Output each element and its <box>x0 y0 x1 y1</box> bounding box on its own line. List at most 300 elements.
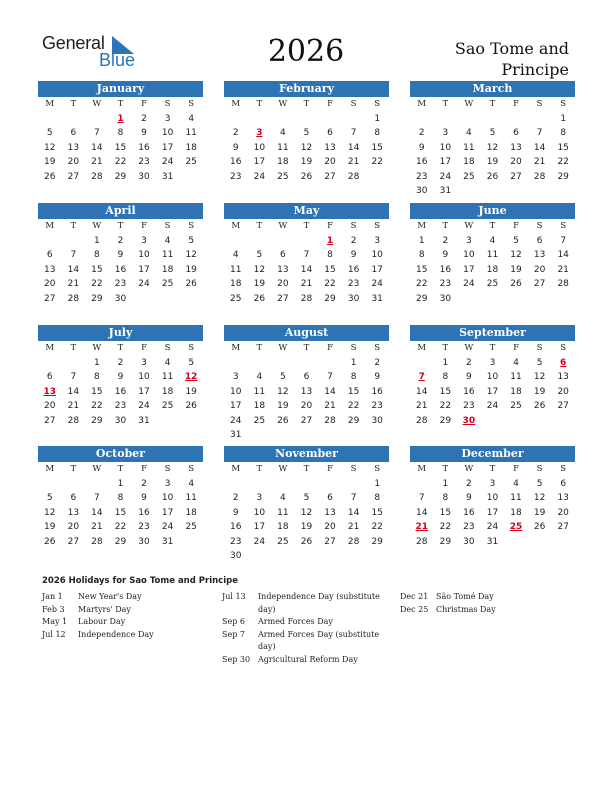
day-cell: 30 <box>114 415 127 426</box>
weekday-header: S <box>536 221 543 232</box>
empty-day-cell <box>295 477 319 492</box>
day-cell: 9 <box>350 250 357 261</box>
day-cell: 12 <box>510 250 522 261</box>
day-cell: 31 <box>161 171 174 182</box>
day-cell: 7 <box>350 493 357 504</box>
day-cell: 8 <box>418 250 425 261</box>
day-cell: 15 <box>324 264 336 275</box>
day-cell: 4 <box>164 235 171 246</box>
day-cell: 10 <box>439 142 452 153</box>
day-cell: 2 <box>232 128 239 139</box>
day-cell: 4 <box>164 357 171 368</box>
day-cell: 20 <box>67 522 80 533</box>
day-cell: 19 <box>185 264 197 275</box>
empty-day-cell <box>504 184 528 199</box>
day-cell: 11 <box>161 250 174 261</box>
day-cell: 9 <box>374 372 381 383</box>
day-cell: 2 <box>418 128 425 139</box>
holiday-item <box>42 616 212 629</box>
weekday-header: T <box>303 221 310 232</box>
day-cell: 20 <box>277 279 289 290</box>
day-cell: 24 <box>486 401 499 412</box>
month-title: August <box>224 325 389 341</box>
day-cell: 24 <box>230 415 242 426</box>
empty-day-cell <box>271 112 295 127</box>
empty-day-cell <box>38 477 62 492</box>
empty-day-cell <box>271 477 295 492</box>
day-cell: 29 <box>439 536 452 547</box>
empty-day-cell <box>38 356 62 371</box>
month-september <box>410 325 575 428</box>
day-cell: 8 <box>94 372 100 383</box>
empty-day-cell <box>295 356 319 371</box>
country-name: Sao Tome and Principe <box>454 39 569 79</box>
day-cell: 2 <box>466 357 472 368</box>
month-february <box>224 81 389 184</box>
empty-day-cell <box>551 292 575 307</box>
day-cell: 2 <box>232 493 239 504</box>
day-cell: 16 <box>439 264 452 275</box>
day-cell: 16 <box>114 264 127 275</box>
day-cell: 21 <box>91 522 103 533</box>
day-cell: 31 <box>371 293 383 304</box>
empty-day-cell <box>318 477 342 492</box>
day-cell: 28 <box>416 536 428 547</box>
empty-day-cell <box>434 112 458 127</box>
weekday-header: S <box>188 464 195 475</box>
empty-day-cell <box>62 477 86 492</box>
day-cell: 27 <box>557 522 569 533</box>
holiday-item <box>400 604 570 617</box>
holiday-list <box>42 576 582 664</box>
day-cell: 17 <box>138 264 150 275</box>
day-cell: 26 <box>44 536 56 547</box>
holiday-column-1 <box>42 591 212 641</box>
day-cell: 27 <box>324 171 336 182</box>
day-cell: 28 <box>533 171 546 182</box>
day-cell: 17 <box>486 507 499 518</box>
empty-day-cell <box>457 112 481 127</box>
day-cell: 20 <box>533 264 546 275</box>
day-cell: 23 <box>347 279 360 290</box>
empty-day-cell <box>62 112 86 127</box>
logo-text-blue: Blue <box>99 50 136 70</box>
weekday-header: F <box>141 99 147 110</box>
day-cell: 15 <box>91 386 103 397</box>
day-cell: 22 <box>439 401 452 412</box>
day-cell: 18 <box>277 157 289 168</box>
day-cell: 6 <box>327 493 333 504</box>
day-cell: 26 <box>300 171 313 182</box>
holiday-list-title: 2026 Holidays for Sao Tome and Principe <box>42 576 238 586</box>
day-cell: 17 <box>253 522 266 533</box>
empty-day-cell <box>224 112 248 127</box>
day-cell: 11 <box>185 493 197 504</box>
day-cell: 6 <box>536 235 543 246</box>
day-cell: 13 <box>67 142 80 153</box>
day-cell: 15 <box>91 264 103 275</box>
day-cell: 9 <box>442 250 449 261</box>
day-cell: 24 <box>161 157 174 168</box>
day-cell: 15 <box>371 507 383 518</box>
day-cell: 16 <box>463 386 475 397</box>
weekday-header: M <box>45 221 55 232</box>
empty-day-cell <box>457 184 481 199</box>
day-cell: 17 <box>161 507 174 518</box>
day-cell: 19 <box>44 157 56 168</box>
weekday-header: T <box>256 343 263 354</box>
day-cell: 3 <box>374 235 381 246</box>
day-cell: 9 <box>418 142 425 153</box>
day-cell: 17 <box>230 401 242 412</box>
empty-day-cell <box>179 292 203 307</box>
day-cell: 7 <box>94 128 100 139</box>
holiday-date: Dec 25 <box>400 604 429 614</box>
day-cell: 28 <box>557 279 569 290</box>
day-cell: 16 <box>138 142 150 153</box>
day-cell: 20 <box>557 507 569 518</box>
day-cell: 18 <box>161 264 174 275</box>
day-cell: 13 <box>324 507 336 518</box>
weekday-header: F <box>513 464 519 475</box>
day-cell: 6 <box>280 250 286 261</box>
weekday-header: T <box>117 464 124 475</box>
day-cell: 2 <box>442 235 449 246</box>
day-cell: 12 <box>44 142 56 153</box>
day-cell: 17 <box>486 386 499 397</box>
weekday-header: T <box>442 464 449 475</box>
day-cell: 10 <box>463 250 475 261</box>
day-cell: 22 <box>557 157 569 168</box>
empty-day-cell <box>318 356 342 371</box>
empty-day-cell <box>248 234 272 249</box>
weekday-header: M <box>231 99 241 110</box>
day-cell: 28 <box>347 171 360 182</box>
day-cell: 31 <box>439 186 452 197</box>
day-cell: 14 <box>347 142 360 153</box>
holiday-name: New Year's Day <box>78 592 142 601</box>
month-june <box>410 203 575 306</box>
day-cell: 14 <box>91 507 103 518</box>
day-cell: 24 <box>253 171 266 182</box>
holiday-date: Jul 13 <box>222 592 246 601</box>
empty-day-cell <box>248 112 272 127</box>
day-cell: 16 <box>463 507 475 518</box>
holiday-item <box>222 629 387 654</box>
empty-day-cell <box>410 477 434 492</box>
weekday-header: T <box>442 343 449 354</box>
day-cell: 23 <box>230 536 242 547</box>
day-cell: 28 <box>416 415 428 426</box>
day-cell: 14 <box>416 507 428 518</box>
day-cell: 18 <box>277 522 289 533</box>
weekday-header: S <box>374 464 381 475</box>
day-cell: 16 <box>230 522 242 533</box>
holiday-date: May 1 <box>42 617 68 626</box>
weekday-header: S <box>188 343 195 354</box>
day-cell: 10 <box>230 386 242 397</box>
day-cell: 4 <box>466 128 472 139</box>
empty-day-cell <box>365 170 389 185</box>
weekday-header: S <box>374 343 381 354</box>
day-cell: 3 <box>489 357 496 368</box>
weekday-header: S <box>164 464 171 475</box>
day-cell: 5 <box>303 493 310 504</box>
weekday-header: W <box>92 221 102 232</box>
day-cell: 6 <box>560 478 567 489</box>
day-cell: 1 <box>374 478 381 489</box>
month-april <box>38 203 203 306</box>
empty-day-cell <box>410 112 434 127</box>
holiday-date: Jul 12 <box>42 629 66 639</box>
day-cell: 18 <box>510 507 522 518</box>
day-cell: 14 <box>347 507 360 518</box>
day-cell: 5 <box>188 357 195 368</box>
holiday-item <box>222 591 387 616</box>
day-cell: 19 <box>533 386 546 397</box>
day-cell: 1 <box>94 235 100 246</box>
weekday-header: F <box>141 221 147 232</box>
holiday-date: Feb 3 <box>42 604 65 614</box>
day-cell: 14 <box>557 250 569 261</box>
day-cell: 23 <box>439 279 452 290</box>
holiday-date: Jan 1 <box>42 592 63 601</box>
day-cell: 10 <box>371 250 383 261</box>
day-cell: 26 <box>253 293 266 304</box>
empty-day-cell <box>295 112 319 127</box>
weekday-header: T <box>117 343 124 354</box>
day-cell: 29 <box>439 415 452 426</box>
day-cell: 19 <box>300 522 313 533</box>
empty-day-cell <box>224 234 248 249</box>
day-cell: 29 <box>324 293 336 304</box>
day-cell: 7 <box>536 128 543 139</box>
day-cell: 18 <box>253 401 266 412</box>
day-cell: 25 <box>161 401 174 412</box>
day-cell: 29 <box>347 415 360 426</box>
day-cell: 11 <box>161 372 174 383</box>
day-cell: 3 <box>232 372 239 383</box>
empty-day-cell <box>318 549 342 564</box>
day-cell: 23 <box>416 171 428 182</box>
day-cell: 13 <box>510 142 522 153</box>
day-cell: 24 <box>486 522 499 533</box>
empty-day-cell <box>551 535 575 550</box>
day-cell: 19 <box>533 507 546 518</box>
day-cell: 21 <box>416 401 428 412</box>
day-cell: 18 <box>185 142 197 153</box>
day-cell: 13 <box>324 142 336 153</box>
empty-day-cell <box>224 356 248 371</box>
day-cell: 8 <box>327 250 333 261</box>
empty-day-cell <box>342 112 366 127</box>
holiday-name: Martyrs' Day <box>78 604 131 614</box>
weekday-header: T <box>256 99 263 110</box>
day-cell: 5 <box>536 478 543 489</box>
empty-day-cell <box>528 414 552 429</box>
holiday-date: Sep 7 <box>222 629 245 639</box>
day-cell: 30 <box>439 293 452 304</box>
weekday-header: W <box>464 343 474 354</box>
empty-day-cell <box>318 112 342 127</box>
weekday-header: T <box>303 99 310 110</box>
weekday-header: S <box>350 99 357 110</box>
weekday-header: T <box>489 343 496 354</box>
month-january <box>38 81 203 184</box>
empty-day-cell <box>528 112 552 127</box>
day-cell: 20 <box>44 401 56 412</box>
day-cell: 27 <box>533 279 546 290</box>
day-cell: 10 <box>253 507 266 518</box>
day-cell: 12 <box>253 264 266 275</box>
weekday-header: W <box>464 99 474 110</box>
empty-day-cell <box>342 428 366 443</box>
weekday-header: F <box>327 464 333 475</box>
holiday-day-cell: 3 <box>256 128 263 139</box>
day-cell: 4 <box>513 478 519 489</box>
holiday-day-cell: 21 <box>415 522 429 533</box>
holiday-column-3 <box>400 591 570 616</box>
day-cell: 31 <box>230 430 242 441</box>
day-cell: 18 <box>161 386 174 397</box>
holiday-item <box>222 616 387 629</box>
day-cell: 15 <box>347 386 360 397</box>
holiday-day-cell: 1 <box>117 113 124 124</box>
day-cell: 17 <box>253 157 266 168</box>
holiday-day-cell: 25 <box>509 522 523 533</box>
day-cell: 20 <box>557 386 569 397</box>
day-cell: 25 <box>185 522 197 533</box>
day-cell: 23 <box>371 401 383 412</box>
weekday-header: S <box>350 221 357 232</box>
day-cell: 9 <box>117 250 124 261</box>
day-cell: 28 <box>67 415 80 426</box>
holiday-day-cell: 7 <box>418 372 425 383</box>
day-cell: 13 <box>557 493 569 504</box>
holiday-name: Christmas Day <box>436 604 496 614</box>
empty-day-cell <box>504 292 528 307</box>
day-cell: 29 <box>416 293 428 304</box>
day-cell: 21 <box>347 157 360 168</box>
day-cell: 12 <box>277 386 289 397</box>
day-cell: 10 <box>161 493 174 504</box>
day-cell: 6 <box>70 128 77 139</box>
empty-day-cell <box>179 535 203 550</box>
weekday-header: W <box>278 343 288 354</box>
day-cell: 25 <box>253 415 266 426</box>
empty-day-cell <box>248 428 272 443</box>
day-cell: 27 <box>324 536 336 547</box>
day-cell: 8 <box>374 493 381 504</box>
day-cell: 12 <box>533 493 546 504</box>
empty-day-cell <box>248 549 272 564</box>
day-cell: 7 <box>327 372 333 383</box>
day-cell: 5 <box>280 372 286 383</box>
day-cell: 12 <box>185 250 197 261</box>
day-cell: 29 <box>557 171 569 182</box>
weekday-header: F <box>141 343 147 354</box>
day-cell: 9 <box>117 372 124 383</box>
day-cell: 24 <box>463 279 475 290</box>
day-cell: 28 <box>324 415 336 426</box>
day-cell: 26 <box>185 279 197 290</box>
weekday-header: T <box>256 221 263 232</box>
day-cell: 7 <box>70 250 77 261</box>
day-cell: 5 <box>188 235 195 246</box>
empty-day-cell <box>295 549 319 564</box>
holiday-date: Sep 6 <box>222 617 245 626</box>
holiday-name: Independence Day (substitute day) <box>258 592 380 614</box>
day-cell: 30 <box>416 186 428 197</box>
day-cell: 6 <box>327 128 333 139</box>
day-cell: 13 <box>300 386 313 397</box>
day-cell: 26 <box>300 536 313 547</box>
empty-day-cell <box>342 549 366 564</box>
day-cell: 15 <box>439 507 452 518</box>
day-cell: 7 <box>303 250 310 261</box>
empty-day-cell <box>85 477 109 492</box>
day-cell: 4 <box>489 235 496 246</box>
weekday-header: W <box>464 464 474 475</box>
weekday-header: T <box>489 464 496 475</box>
holiday-day-cell: 1 <box>326 235 334 246</box>
day-cell: 30 <box>371 415 383 426</box>
day-cell: 22 <box>416 279 428 290</box>
day-cell: 25 <box>277 536 289 547</box>
day-cell: 23 <box>138 522 150 533</box>
day-cell: 1 <box>374 113 381 124</box>
day-cell: 10 <box>486 372 499 383</box>
day-cell: 13 <box>533 250 546 261</box>
weekday-header: S <box>350 343 357 354</box>
day-cell: 16 <box>416 157 428 168</box>
holiday-item <box>42 591 212 604</box>
day-cell: 22 <box>91 279 103 290</box>
holiday-name: Armed Forces Day (substitute day) <box>258 629 380 651</box>
day-cell: 9 <box>141 493 147 504</box>
day-cell: 2 <box>141 113 147 124</box>
day-cell: 3 <box>164 478 171 489</box>
day-cell: 22 <box>324 279 336 290</box>
month-title: January <box>38 81 203 97</box>
weekday-header: T <box>303 464 310 475</box>
month-title: September <box>410 325 575 341</box>
day-cell: 26 <box>44 171 56 182</box>
month-october <box>38 446 203 549</box>
weekday-header: F <box>327 221 333 232</box>
weekday-header: M <box>45 99 55 110</box>
holiday-item <box>222 654 387 667</box>
day-cell: 1 <box>442 357 449 368</box>
weekday-header: S <box>560 99 567 110</box>
empty-day-cell <box>271 234 295 249</box>
empty-day-cell <box>365 428 389 443</box>
day-cell: 26 <box>533 522 546 533</box>
day-cell: 4 <box>188 478 195 489</box>
day-cell: 22 <box>347 401 360 412</box>
weekday-header: M <box>231 343 241 354</box>
day-cell: 17 <box>161 142 174 153</box>
day-cell: 23 <box>138 157 150 168</box>
day-cell: 5 <box>536 357 543 368</box>
day-cell: 4 <box>232 250 239 261</box>
month-august <box>224 325 389 443</box>
day-cell: 29 <box>91 415 103 426</box>
empty-day-cell <box>295 428 319 443</box>
month-title: February <box>224 81 389 97</box>
day-cell: 5 <box>46 128 53 139</box>
day-cell: 10 <box>486 493 499 504</box>
